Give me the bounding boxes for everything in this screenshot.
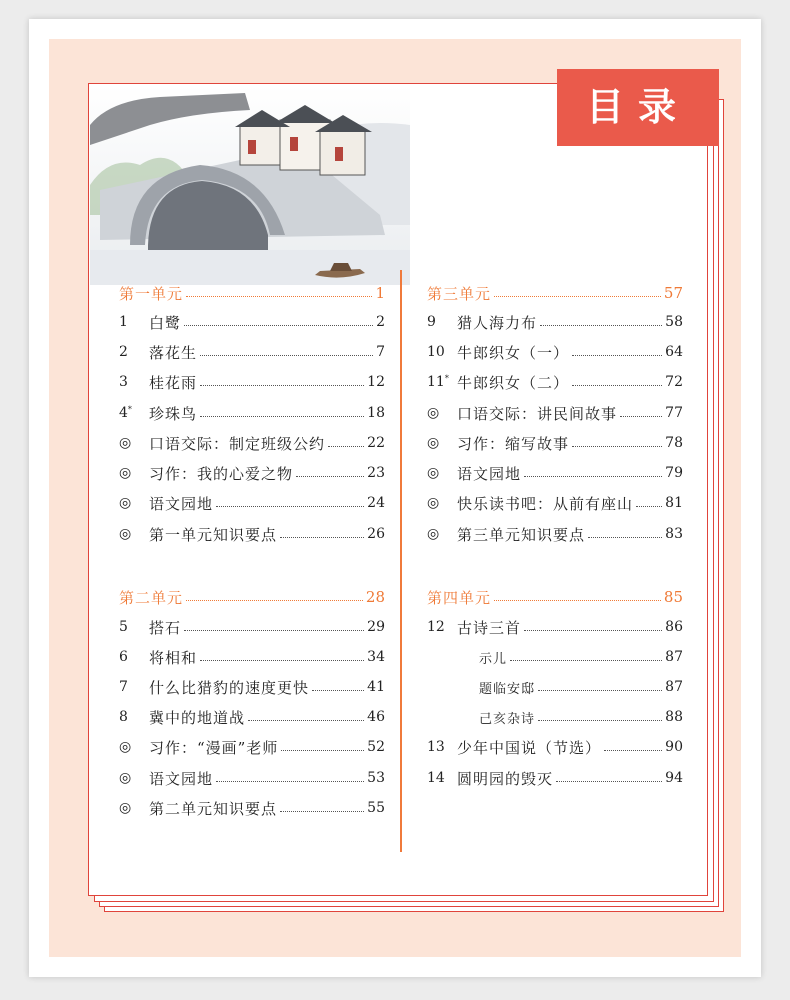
leader-dots <box>588 537 662 538</box>
page-number: 77 <box>665 405 683 421</box>
lesson-number: 5 <box>119 619 128 635</box>
leader-dots <box>280 811 364 812</box>
toc-entry[interactable] <box>427 522 683 546</box>
toc-entry[interactable] <box>119 796 385 820</box>
lesson-title: 快乐读书吧：从前有座山 <box>457 494 634 513</box>
toc-entry[interactable] <box>427 766 683 790</box>
toc-entry[interactable] <box>427 735 683 759</box>
page-number: 79 <box>665 465 683 481</box>
page-number: 57 <box>663 284 683 302</box>
lesson-title: 第三单元知识要点 <box>457 525 586 544</box>
toc-entry[interactable] <box>119 615 385 639</box>
toc-entry[interactable] <box>119 766 385 790</box>
page-number: 78 <box>665 435 683 451</box>
page-number: 26 <box>367 526 385 542</box>
page-number: 22 <box>367 435 385 451</box>
leader-dots <box>296 476 364 477</box>
page-number: 34 <box>367 649 385 665</box>
page-number: 24 <box>367 495 385 511</box>
bridge-illustration-icon <box>90 85 410 285</box>
bullet-marker: ◎ <box>427 526 440 542</box>
page-number: 28 <box>365 588 385 606</box>
page-number: 81 <box>665 495 683 511</box>
leader-dots <box>248 720 364 721</box>
page-number: 52 <box>367 739 385 755</box>
leader-dots <box>524 476 662 477</box>
leader-dots <box>184 630 364 631</box>
lesson-number: 7 <box>119 679 128 695</box>
leader-dots <box>538 690 662 691</box>
toc-entry[interactable] <box>427 370 683 394</box>
page-number: 85 <box>663 588 683 606</box>
page-number: 94 <box>665 770 683 786</box>
toc-entry[interactable] <box>427 401 683 425</box>
bullet-marker: ◎ <box>427 495 440 511</box>
leader-dots <box>281 750 364 751</box>
toc-subentry[interactable] <box>427 705 683 729</box>
page-number: 1 <box>375 284 385 302</box>
toc-entry[interactable] <box>119 735 385 759</box>
bullet-marker: ◎ <box>119 465 132 481</box>
lesson-number: 8 <box>119 709 128 725</box>
toc-entry[interactable] <box>427 491 683 515</box>
lesson-number: 13 <box>427 739 445 755</box>
lesson-title: 第二单元知识要点 <box>149 799 278 818</box>
unit-heading[interactable] <box>427 281 683 305</box>
unit-heading[interactable] <box>427 585 683 609</box>
page-number: 41 <box>367 679 385 695</box>
lesson-number: 3 <box>119 374 128 390</box>
leader-dots <box>216 781 364 782</box>
toc-entry[interactable] <box>427 461 683 485</box>
bullet-marker: ◎ <box>427 465 440 481</box>
toc-entry[interactable] <box>119 461 385 485</box>
page-number: 53 <box>367 770 385 786</box>
lesson-number: 1 <box>119 314 128 330</box>
page-number: 88 <box>665 709 683 725</box>
leader-dots <box>184 325 373 326</box>
lesson-title: 习作：“漫画”老师 <box>149 738 279 757</box>
page-number: 90 <box>665 739 683 755</box>
bullet-marker: ◎ <box>427 405 440 421</box>
leader-dots <box>540 325 662 326</box>
leader-dots <box>636 506 662 507</box>
leader-dots <box>494 600 661 601</box>
leader-dots <box>604 750 662 751</box>
lesson-number: 12 <box>427 619 445 635</box>
lesson-number: 4* <box>119 405 132 421</box>
page-number: 86 <box>665 619 683 635</box>
lesson-title: 珍珠鸟 <box>149 404 198 423</box>
lesson-number: 11* <box>427 374 449 390</box>
toc-entry[interactable] <box>119 491 385 515</box>
lesson-title: 猎人海力布 <box>457 313 538 332</box>
lesson-title: 落花生 <box>149 343 198 362</box>
toc-entry[interactable] <box>119 522 385 546</box>
lesson-number: 14 <box>427 770 445 786</box>
lesson-title: 牛郎织女（一） <box>457 343 570 362</box>
leader-dots <box>186 600 363 601</box>
leader-dots <box>510 660 662 661</box>
toc-entry[interactable] <box>427 431 683 455</box>
page-number: 29 <box>367 619 385 635</box>
leader-dots <box>312 690 364 691</box>
leader-dots <box>216 506 364 507</box>
unit-heading[interactable] <box>119 281 385 305</box>
toc-entry[interactable] <box>119 645 385 669</box>
lesson-number: 9 <box>427 314 436 330</box>
lesson-title: 习作：我的心爱之物 <box>149 464 294 483</box>
bullet-marker: ◎ <box>119 800 132 816</box>
page-number: 83 <box>665 526 683 542</box>
leader-dots <box>200 355 373 356</box>
unit-heading[interactable] <box>119 585 385 609</box>
leader-dots <box>328 446 364 447</box>
column-divider <box>400 270 402 852</box>
toc-subentry[interactable] <box>427 645 683 669</box>
page-number: 72 <box>665 374 683 390</box>
toc-entry[interactable] <box>119 310 385 334</box>
lesson-title: 桂花雨 <box>149 373 198 392</box>
lesson-title: 将相和 <box>149 648 198 667</box>
lesson-title: 白鹭 <box>149 313 182 332</box>
page-number: 64 <box>665 344 683 360</box>
bullet-marker: ◎ <box>427 435 440 451</box>
unit-title: 第四单元 <box>427 588 492 607</box>
lesson-title: 什么比猎豹的速度更快 <box>149 678 310 697</box>
unit-title: 第二单元 <box>119 588 184 607</box>
leader-dots <box>200 660 364 661</box>
toc-entry[interactable] <box>119 370 385 394</box>
leader-dots <box>538 720 662 721</box>
page-number: 87 <box>665 679 683 695</box>
lesson-title: 习作：缩写故事 <box>457 434 570 453</box>
toc-entry[interactable] <box>119 401 385 425</box>
lesson-title: 古诗三首 <box>457 618 522 637</box>
page-number: 12 <box>367 374 385 390</box>
lesson-title: 口语交际：制定班级公约 <box>149 434 326 453</box>
lesson-number: 6 <box>119 649 128 665</box>
poem-title: 题临安邸 <box>479 681 536 697</box>
toc-subentry[interactable] <box>427 675 683 699</box>
lesson-title: 牛郎织女（二） <box>457 373 570 392</box>
toc-entry[interactable] <box>427 615 683 639</box>
leader-dots <box>572 385 662 386</box>
page-number: 2 <box>376 314 385 330</box>
unit-title: 第三单元 <box>427 284 492 303</box>
leader-dots <box>556 781 662 782</box>
toc-entry[interactable] <box>427 310 683 334</box>
page-number: 87 <box>665 649 683 665</box>
page-number: 55 <box>367 800 385 816</box>
toc-entry[interactable] <box>427 340 683 364</box>
leader-dots <box>200 385 364 386</box>
page-number: 23 <box>367 465 385 481</box>
bullet-marker: ◎ <box>119 435 132 451</box>
poem-title: 示儿 <box>479 651 508 667</box>
leader-dots <box>572 446 662 447</box>
lesson-title: 语文园地 <box>149 494 214 513</box>
leader-dots <box>494 296 661 297</box>
lesson-title: 语文园地 <box>457 464 522 483</box>
lesson-title: 第一单元知识要点 <box>149 525 278 544</box>
page-number: 18 <box>367 405 385 421</box>
poem-title: 己亥杂诗 <box>479 711 536 727</box>
lesson-title: 少年中国说（节选） <box>457 738 602 757</box>
toc-entry[interactable] <box>119 675 385 699</box>
toc-entry[interactable] <box>119 431 385 455</box>
page-title: 目录 <box>585 85 690 129</box>
bullet-marker: ◎ <box>119 495 132 511</box>
page-number: 7 <box>376 344 385 360</box>
bullet-marker: ◎ <box>119 739 132 755</box>
lesson-title: 搭石 <box>149 618 182 637</box>
lesson-number: 10 <box>427 344 445 360</box>
lesson-title: 圆明园的毁灭 <box>457 769 554 788</box>
unit-title: 第一单元 <box>119 284 184 303</box>
lesson-number: 2 <box>119 344 128 360</box>
page-number: 58 <box>665 314 683 330</box>
toc-entry[interactable] <box>119 340 385 364</box>
leader-dots <box>280 537 364 538</box>
leader-dots <box>524 630 662 631</box>
bullet-marker: ◎ <box>119 770 132 786</box>
lesson-title: 语文园地 <box>149 769 214 788</box>
lesson-title: 冀中的地道战 <box>149 708 246 727</box>
leader-dots <box>186 296 372 297</box>
toc-entry[interactable] <box>119 705 385 729</box>
bullet-marker: ◎ <box>119 526 132 542</box>
leader-dots <box>620 416 662 417</box>
leader-dots <box>572 355 662 356</box>
leader-dots <box>200 416 364 417</box>
page-number: 46 <box>367 709 385 725</box>
lesson-title: 口语交际：讲民间故事 <box>457 404 618 423</box>
